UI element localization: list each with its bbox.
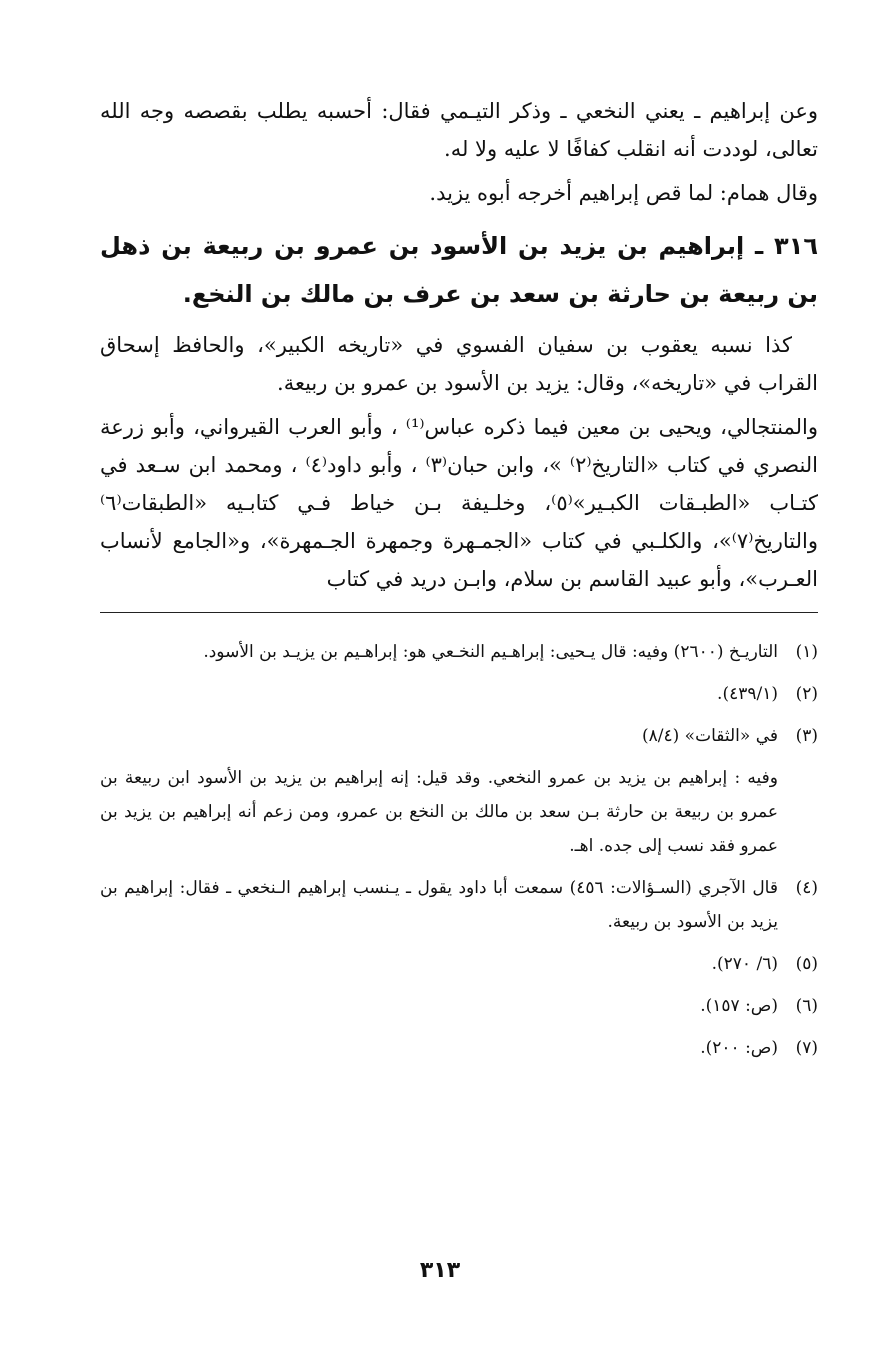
- footnote-4: [100, 871, 818, 939]
- footnote-text: (ص: ١٥٧).: [700, 996, 778, 1016]
- footnote-2: [100, 677, 818, 711]
- footnote-text: التاريـخ (٢٦٠٠) وفيه: قال يـحيى: إبراهـيم النخـعي هو: إبراهـيم بن يزيـد بن الأسود.: [203, 642, 778, 662]
- entry-paragraph-1: كذا نسبه يعقوب بن سفيان الفسوي في «تاريخه الكبير»، والحافظ إسحاق القراب في «تاريخه»، وقال: يزيد بن الأسود بن عمرو بن ربيعة.: [100, 333, 818, 395]
- footnote-number: (٦): [795, 996, 818, 1016]
- footnote-6: [100, 989, 818, 1023]
- footnote-7: [100, 1031, 818, 1065]
- body-paragraph-1: وعن إبراهيم ـ يعني النخعي ـ وذكر التيـمي فقال: أحسبه يطلب بقصصه وجه الله تعالى، لوددت أنه انقلب كفافًا لا عليه ولا له.: [100, 99, 818, 161]
- footnote-text: (ص: ٢٠٠).: [700, 1038, 778, 1058]
- page-number: ٣١٣: [419, 1258, 461, 1283]
- footnote-number: (٥): [795, 954, 818, 974]
- body-paragraph-2: وقال همام: لما قص إبراهيم أخرجه أبوه يزيد.: [429, 181, 818, 205]
- page-content: [100, 92, 818, 1073]
- footnote-text: (٤٣٩/١).: [717, 684, 778, 704]
- footnote-text: قال الآجري (السـؤالات: ٤٥٦) سمعت أبا داود يقول ـ يـنسب إبراهيم الـنخعي ـ فقال: إبراهيم بن يزيد بن الأسود بن ربيعة.: [100, 878, 778, 932]
- footnote-text: في «الثقات» (٨/٤): [642, 726, 778, 746]
- footnote-3-quote: وفيه : إبراهيم بن يزيد بن عمرو النخعي. وقد قيل: إنه إبراهيم بن يزيد بن الأسود ابن ربيعة بن عمرو بن ربيعة بن حارثة بـن سعد بن مالك بن النخع بن عمرو، ومن زعم أنه إبراهيم بن يزيد بن عمرو فقد نسب إلى جده. اهـ.: [100, 768, 778, 856]
- footnote-separator: [100, 612, 818, 613]
- footnote-number: (١): [795, 642, 818, 662]
- entry-paragraph-2: والمنتجالي، ويحيى بن معين فيما ذكره عباس⁽¹⁾ ، وأبو العرب القيرواني، وأبو زرعة النصري في كتاب «التاريخ⁽٢⁾ »، وابن حبان⁽٣⁾ ، وأبو داود⁽٤⁾ ، ومحمد ابن سـعد في كتـاب «الطبـقات الكبـير»⁽٥⁾، وخلـيفة بـن خياط فـي كتابـيه «الطبقات⁽٦⁾ والتاريخ⁽٧⁾»، والكلـبي في كتاب «الجمـهرة وجمهرة الجـمهرة»، و«الجامع لأنساب العـرب»، وأبو عبيد القاسم بن سلام، وابـن دريد في كتاب: [100, 415, 819, 591]
- entry-heading: ٣١٦ ـ إبراهيم بن يزيد بن الأسود بن عمرو بن ربيعة بن ذهل بن ربيعة بن حارثة بن سعد بن عرف بن مالك بن النخع.: [100, 232, 818, 308]
- footnote-number: (٤): [795, 878, 818, 898]
- footnote-1: [100, 635, 818, 669]
- footnote-number: (٣): [795, 726, 818, 746]
- footnote-text: (٦/ ٢٧٠).: [711, 954, 778, 974]
- footnote-5: [100, 947, 818, 981]
- footnote-number: (٢): [795, 684, 818, 704]
- footnote-number: (٧): [795, 1038, 818, 1058]
- footnote-3: [100, 719, 818, 753]
- footnotes: [100, 635, 818, 1065]
